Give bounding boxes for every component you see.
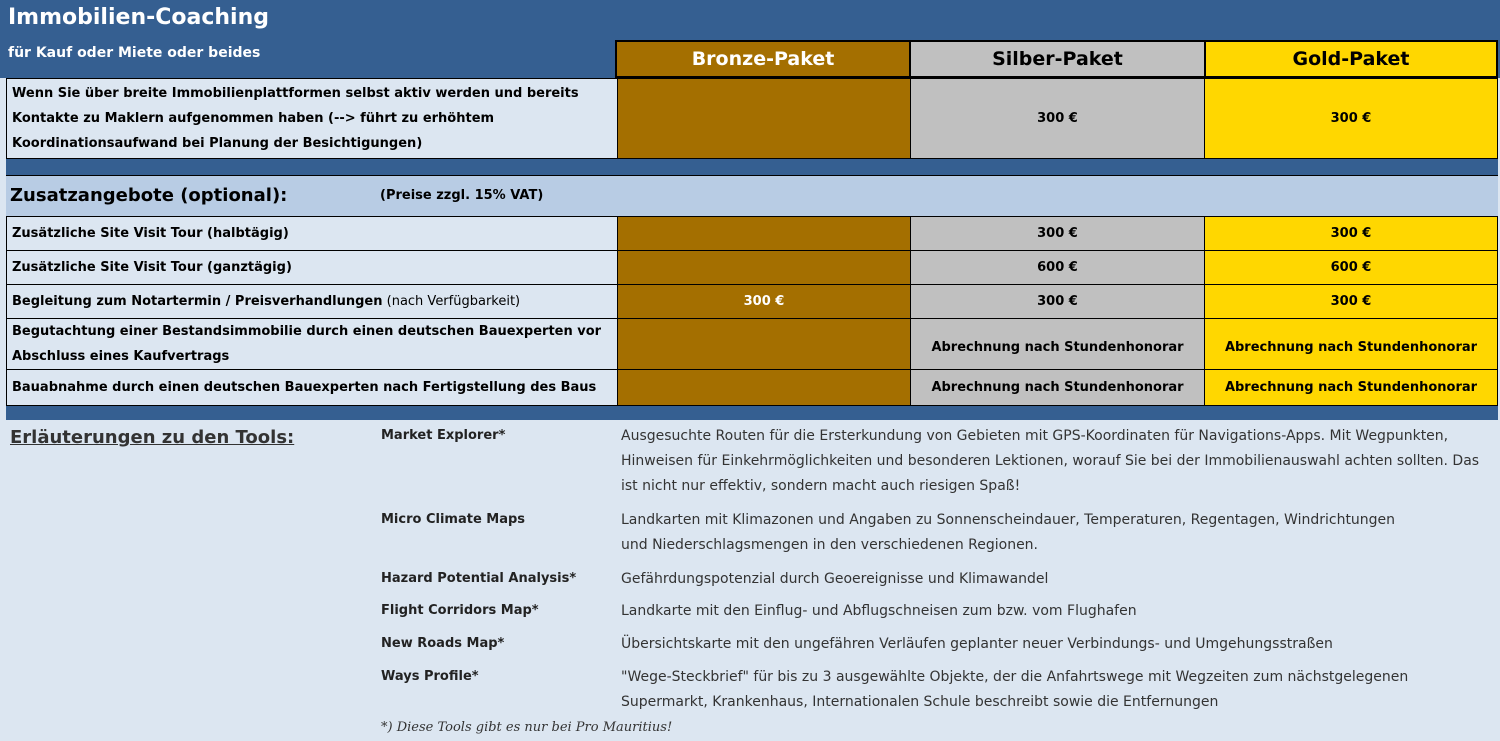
tool-name: Micro Climate Maps — [381, 512, 526, 527]
addon-label-extra: (nach Verfügbarkeit) — [382, 294, 521, 309]
tool-name: Flight Corridors Map* — [381, 603, 539, 618]
addons-title: Zusatzangebote (optional): — [10, 185, 288, 206]
addon-row-label — [6, 216, 618, 251]
main-row-label — [6, 78, 618, 159]
tool-description: Übersichtskarte mit den ungefähren Verläufen geplanter neuer Verbindungs- und Umgehungsstraßen — [621, 636, 1333, 652]
addon-bronze-cell: 300 € — [617, 284, 911, 319]
addons-vat-note: (Preise zzgl. 15% VAT) — [380, 188, 544, 203]
tool-name: Ways Profile* — [381, 669, 479, 684]
addon-label-text: Zusätzliche Site Visit Tour (halbtägig) — [12, 226, 289, 241]
addon-gold-cell: Abrechnung nach Stundenhonorar — [1204, 369, 1498, 406]
tool-name: Market Explorer* — [381, 428, 506, 443]
tools-footnote: *) Diese Tools gibt es nur bei Pro Mauritius! — [381, 720, 673, 735]
addon-silver-cell: Abrechnung nach Stundenhonorar — [910, 318, 1205, 370]
main-row-label-text: Wenn Sie über breite Immobilienplattformen selbst aktiv werden und bereits Kontakte zu Maklern aufgenommen haben (--> führt zu erhöhtem Koordinationsaufwand bei Planung der Besichtigungen) — [12, 86, 579, 151]
addon-silver-cell: 600 € — [910, 250, 1205, 285]
addon-row-label — [6, 284, 618, 319]
tool-description: Gefährdungspotenzial durch Geoereignisse und Klimawandel — [621, 571, 1049, 587]
main-row-gold-cell: 300 € — [1204, 78, 1498, 159]
tool-description: Ausgesuchte Routen für die Ersterkundung von Gebieten mit GPS-Koordinaten für Navigations-Apps. Mit Wegpunkten, Hinweisen für Einkehrmöglichkeiten und besonderen Lektionen, worauf Sie bei der Immobilienauswahl achten sollten. Das ist nicht nur effektiv, sondern macht auch riesigen Spaß! — [621, 428, 1480, 494]
addon-bronze-cell — [617, 216, 911, 251]
main-row-bronze-cell — [617, 78, 911, 159]
main-row-silver-cell: 300 € — [910, 78, 1205, 159]
addon-row-label — [6, 318, 618, 370]
addon-gold-cell: 300 € — [1204, 284, 1498, 319]
addon-label-text: Begutachtung einer Bestandsimmobilie durch einen deutschen Bauexperten vor Abschluss eines Kaufvertrags — [12, 324, 602, 364]
addon-label-text: Begleitung zum Notartermin / Preisverhandlungen — [12, 294, 383, 309]
addon-bronze-cell — [617, 318, 911, 370]
tool-name: New Roads Map* — [381, 636, 505, 651]
silver-package-header: Silber-Paket — [909, 40, 1206, 78]
tool-description: Landkarten mit Klimazonen und Angaben zu Sonnenscheindauer, Temperaturen, Regentagen, Windrichtungen und Niederschlagsmengen in den verschiedenen Regionen. — [621, 512, 1396, 553]
gold-package-header: Gold-Paket — [1204, 40, 1498, 78]
addon-gold-cell: 300 € — [1204, 216, 1498, 251]
addon-gold-cell: Abrechnung nach Stundenhonorar — [1204, 318, 1498, 370]
addon-bronze-cell — [617, 250, 911, 285]
tool-description: Landkarte mit den Einflug- und Abflugschneisen zum bzw. vom Flughafen — [621, 603, 1137, 619]
addon-row-label — [6, 369, 618, 406]
separator-bar-bottom — [6, 406, 1498, 420]
addon-silver-cell: 300 € — [910, 284, 1205, 319]
page-subtitle: für Kauf oder Miete oder beides — [8, 45, 261, 61]
bronze-package-header: Bronze-Paket — [615, 40, 911, 78]
addon-silver-cell: 300 € — [910, 216, 1205, 251]
tool-description: "Wege-Steckbrief" für bis zu 3 ausgewählte Objekte, der die Anfahrtswege mit Wegzeiten zum nächstgelegenen Supermarkt, Krankenhaus, Internationalen Schule beschreibt sowie die Entfernungen — [621, 669, 1409, 710]
separator-bar — [6, 159, 1498, 175]
addon-label-text: Zusätzliche Site Visit Tour (ganztägig) — [12, 260, 292, 275]
page-title: Immobilien-Coaching — [8, 5, 269, 30]
tool-name: Hazard Potential Analysis* — [381, 571, 577, 586]
addon-row-label — [6, 250, 618, 285]
addon-silver-cell: Abrechnung nach Stundenhonorar — [910, 369, 1205, 406]
tools-heading: Erläuterungen zu den Tools: — [10, 427, 295, 448]
addon-label-text: Bauabnahme durch einen deutschen Bauexperten nach Fertigstellung des Baus — [12, 380, 597, 395]
addons-table — [0, 216, 1500, 406]
addon-gold-cell: 600 € — [1204, 250, 1498, 285]
addon-bronze-cell — [617, 369, 911, 406]
